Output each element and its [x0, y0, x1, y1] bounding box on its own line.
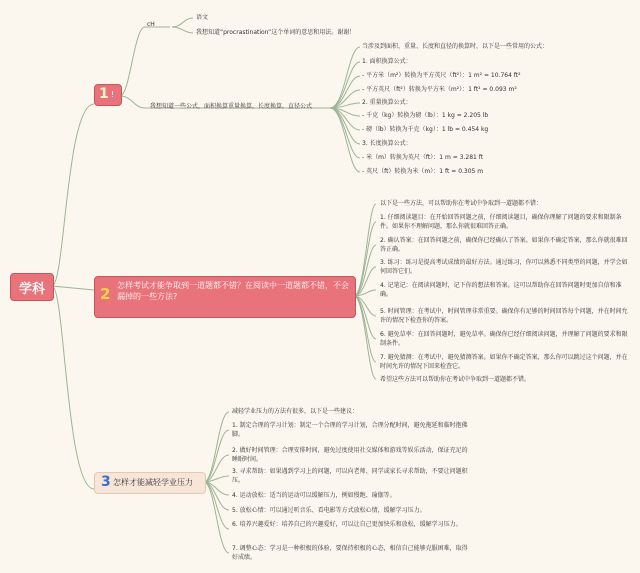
branch-2-item: 1. 仔细阅读题目：在开始回答问题之前，仔细阅读题目，确保你理解了问题的要求和限制条件。如果你不理解问题，那么你就很难回答正确。 — [380, 214, 622, 230]
branch-2-item: 7. 避免猜测：在考试中，避免猜测答案。如果你不确定答案，那么你可以跳过这个问题，并在时间允许的情况下回来检查它。 — [380, 354, 628, 370]
formula-line: - 千克（kg）转换为磅（lb）：1 kg = 2.205 lb — [362, 112, 489, 119]
branch-2-item: 6. 避免草率：在回答问题时，避免草率。确保你已经仔细阅读问题，并理解了问题的要求和限制条件。 — [380, 331, 628, 347]
branch-2-intro: 以下是一些方法，可以帮助你在考试中争取到一道题都不错： — [380, 200, 543, 207]
branch-2-node[interactable] — [94, 276, 356, 318]
branch-2-item: 4. 记笔记：在阅读问题时，记下你的想法和答案。这可以帮助你在回答问题时更加自信和准确。 — [380, 282, 622, 298]
branch-3-item: 7. 调整心态：学习是一种积极的体验，要保持积极的心态，相信自己能够克服困难，取得好成绩。 — [232, 545, 468, 561]
branch-3-node[interactable] — [94, 472, 206, 494]
formula-line: - 平方米（m²）转换为平方英尺（ft²）：1 m² = 10.764 ft² — [362, 72, 521, 79]
branch-2-number: 2 — [100, 285, 111, 303]
formula-line: - 平方英尺（ft²）转换为平方米（m²）：1 ft² = 0.093 m² — [362, 86, 517, 93]
ch-item-2: 我想知道“procrastination”这个单词的意思和用法。谢谢！ — [196, 29, 356, 36]
branch-3-item: 3. 寻求帮助：如果遇到学习上的问题，可以向老师、同学或家长寻求帮助，不要让问题积压。 — [232, 468, 468, 484]
branch-2-outro: 希望这些方法可以帮助你在考试中争取到一道题都不错。 — [380, 376, 531, 383]
branch-1-label: ! — [111, 90, 115, 99]
branch-2-item: 5. 时间管理：在考试中，时间管理非常重要。确保你有足够的时间回答每个问题，并在时间允许的情况下检查你的答案。 — [380, 308, 628, 324]
branch-3-intro: 减轻学业压力的方法有很多，以下是一些建议： — [232, 408, 359, 415]
formula-line: 3. 长度换算公式： — [362, 140, 412, 147]
branch-3-label: 怎样才能减轻学业压力 — [113, 478, 193, 487]
branch-3-number: 3 — [101, 474, 111, 490]
root-node[interactable] — [10, 273, 54, 301]
branch-3-item: 2. 做好时间管理：合理安排时间，避免过度使用社交媒体和游戏等娱乐活动，保证充足的睡眠时间。 — [232, 447, 468, 463]
branch-3-item: 4. 运动放松：适当的运动可以缓解压力，例如慢跑、瑜伽等。 — [232, 492, 396, 499]
root-label: 学科 — [18, 281, 45, 297]
branch-1-sub-formula[interactable]: 我想知道一些公式，面积换算重量换算，长度换算，直径公式 — [150, 103, 313, 110]
formula-line: 1. 面积换算公式： — [362, 58, 412, 65]
branch-1-number: 1 — [99, 86, 109, 102]
formula-line: 2. 重量换算公式： — [362, 99, 412, 106]
branch-3-item: 6. 培养兴趣爱好：培养自己的兴趣爱好，可以让自己更加快乐和放松，缓解学习压力。 — [232, 521, 462, 528]
branch-1-node[interactable] — [94, 84, 122, 106]
formula-line: - 磅（lb）转换为千克（kg）：1 lb = 0.454 kg — [362, 126, 489, 133]
branch-3-item: 1. 制定合理的学习计划：制定一个合理的学习计划，合理分配时间，避免拖延和临时抱佛脚。 — [232, 422, 468, 438]
formula-intro: 当涉及到面积、重量、长度和直径的换算时，以下是一些常用的公式： — [362, 43, 549, 50]
ch-item-1: 语文 — [196, 14, 209, 21]
formula-line: - 英尺（ft）转换为米（m）：1 ft = 0.305 m — [362, 168, 484, 175]
branch-2-item: 2. 确认答案：在回答问题之前，确保你已经确认了答案。如果你不确定答案，那么你就很难回答正确。 — [380, 237, 628, 253]
branch-2-label: 怎样考试才能争取到一道题都不错？在阅读中一道题都不错，不会漏掉的一些方法? — [117, 281, 349, 301]
branch-1-sub-ch[interactable]: cH — [147, 21, 155, 28]
branch-3-item: 5. 放松心情：可以通过听音乐、看电影等方式放松心情，缓解学习压力。 — [232, 507, 426, 514]
formula-line: - 米（m）转换为英尺（ft）：1 m = 3.281 ft — [362, 154, 484, 161]
branch-2-item: 3. 练习：练习是提高考试成绩的最好方法。通过练习，你可以熟悉不同类型的问题，并学会如何回答它们。 — [380, 259, 628, 275]
